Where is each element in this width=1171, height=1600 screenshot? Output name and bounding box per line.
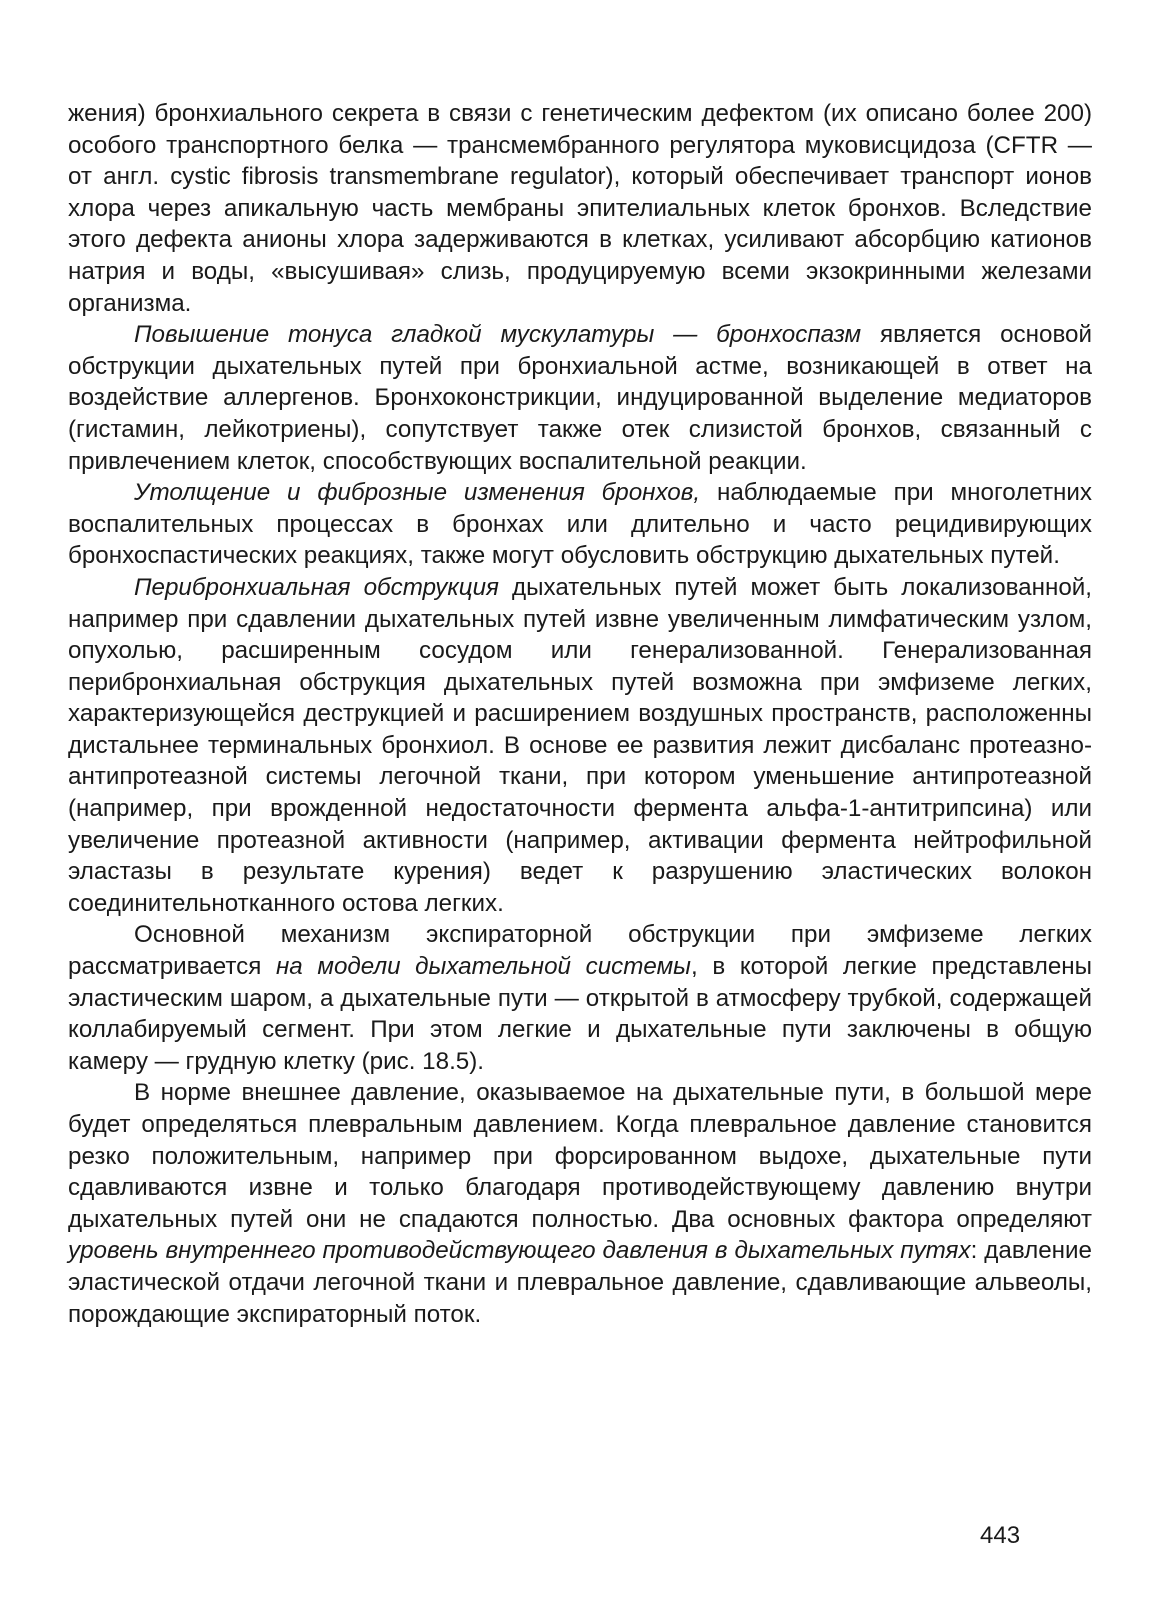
term-model: на модели дыхательной системы — [276, 953, 691, 981]
paragraph-text: В норме внешнее давление, оказываемое на дыхательные пути, в большой мере будет определяться плевральным давлением. Когда плевральное давление становится резко положительным, например при форсированном выдохе, дыхательные пути сдавливаются извне и только благодаря противодействующему давлению внутри дыхательных путей они не спадаются полностью. Два основных фактора определяют — [68, 1079, 1092, 1233]
page-body — [68, 98, 1092, 1330]
paragraph-text: , в которой легкие представлены эластическим шаром, а дыхательные пути — открытой в атмосферу трубкой, содержащей коллабируемый сегмент. При этом легкие и дыхательные пути заключены в общую камеру — грудную клетку (рис. 18.5). — [68, 953, 1093, 1075]
paragraph-text: дыхательных путей может быть локализованной, например при сдавлении дыхательных путей извне увеличенным лимфатическим узлом, опухолью, расширенным сосудом или генерализованной. Генерализованная перибронхиальная обструкция дыхательных путей возможна при эмфиземе легких, характеризующейся деструкцией и расширением воздушных пространств, расположенны дистальнее терминальных бронхиол. В основе ее развития лежит дисбаланс протеазно-антипротеазной системы легочной ткани, при котором уменьшение антипротеазной (например, при врожденной недостаточности фермента альфа-1-антитрипсина) или увеличение протеазной активности (например, активации фермента нейтрофильной эластазы в результате курения) ведет к разрушению эластических волокон соединительнотканного остова легких. — [68, 573, 1092, 917]
paragraph-peribronchial — [68, 572, 1092, 920]
paragraph-bronchospasm — [68, 319, 1092, 477]
paragraph-expiratory-mechanism — [68, 919, 1092, 1077]
term-internal-pressure: уровень внутреннего противодействующего давления в дыхательных путях — [68, 1237, 971, 1265]
page-number: 443 — [980, 1522, 1021, 1549]
paragraph-cftr-defect — [68, 98, 1092, 319]
paragraph-text: является основой обструкции дыхательных путей при бронхиальной астме, возникающей в ответ на воздействие аллергенов. Бронхоконстрикции, индуцированной выделение медиаторов (гистамин, лейкотриены), сопутствует также отек слизистой бронхов, связанный с привлечением клеток, способствующих воспалительной реакции. — [68, 321, 1092, 475]
term-bronchospasm: Повышение тонуса гладкой мускулатуры — бронхоспазм — [134, 321, 862, 349]
term-peribronchial: Перибронхиальная обструкция — [134, 573, 499, 601]
paragraph-text: : давление эластической отдачи легочной ткани и плевральное давление, сдавливающие альвеолы, порождающие экспираторный поток. — [68, 1237, 1092, 1328]
paragraph-thickening — [68, 477, 1092, 572]
paragraph-text: жения) бронхиального секрета в связи с генетическим дефектом (их описано более 200) особого транспортного белка — трансмембранного регулятора муковисцидоза (CFTR — от англ. cystic fibrosis transmembrane regulator), который обеспечивает транспорт ионов хлора через апикальную часть мембраны эпителиальных клеток бронхов. Вследствие этого дефекта анионы хлора задерживаются в клетках, усиливают абсорбцию катионов натрия и воды, «высушивая» слизь, продуцируемую всеми экзокринными железами организма. — [68, 100, 1092, 317]
paragraph-pleural-pressure — [68, 1077, 1092, 1330]
paragraph-text: наблюдаемые при многолетних воспалительных процессах в бронхах или длительно и часто рецидивирующих бронхоспастических реакциях, также могут обусловить обструкцию дыхательных путей. — [68, 479, 1092, 570]
term-thickening: Утолщение и фиброзные изменения бронхов, — [134, 479, 701, 507]
paragraph-text: Основной механизм экспираторной обструкции при эмфиземе легких рассматривается — [68, 921, 1092, 981]
